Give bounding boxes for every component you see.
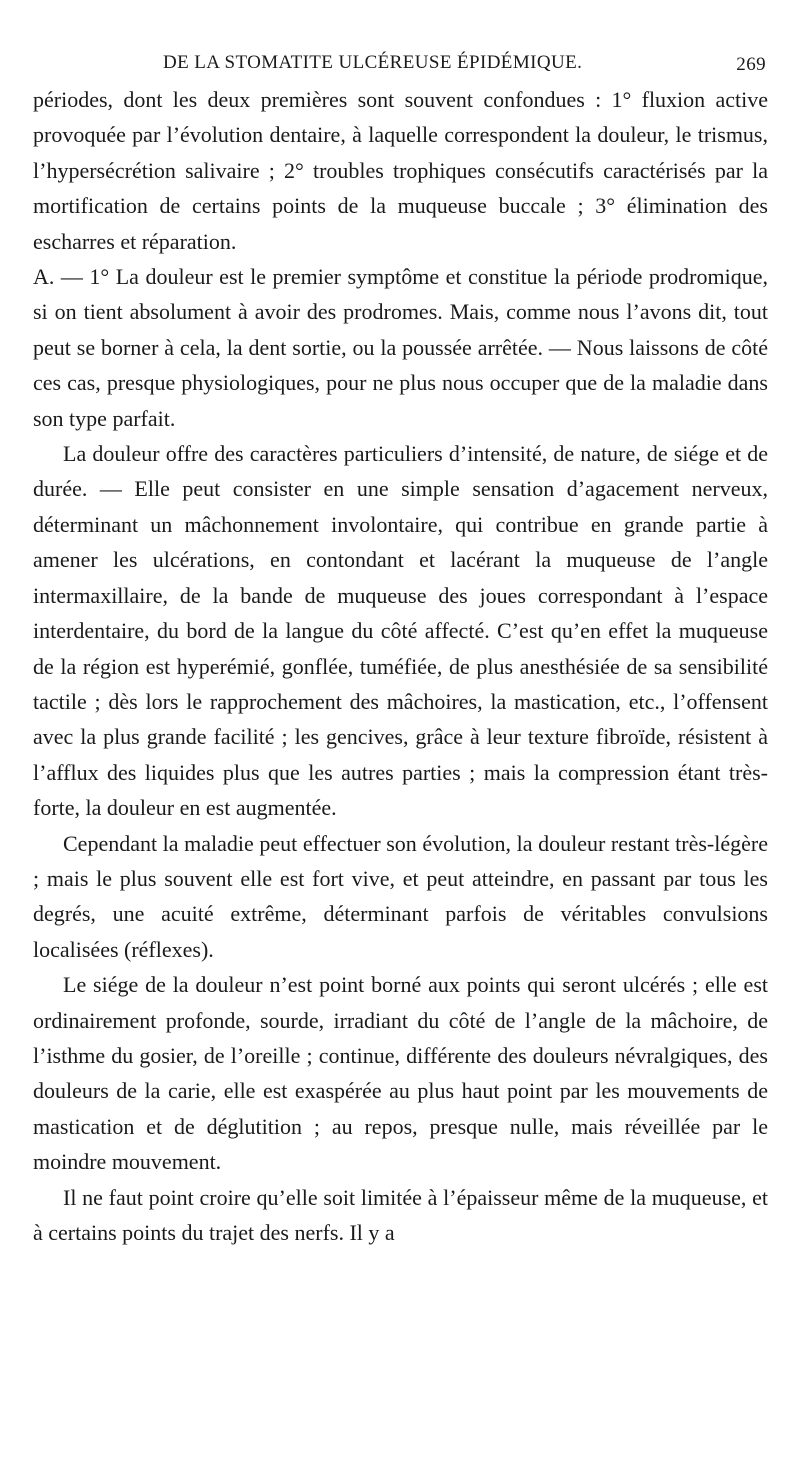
paragraph-continuation: périodes, dont les deux premières sont souvent confondues : 1° fluxion active provoquée par l’évolution dentaire, à laquelle correspondent la douleur, le trismus, l’hypersécrétion salivaire ; 2° troubles trophiques consécutifs caractérisés par la mortification de certains points de la muqueuse buccale ; 3° élimination des escharres et réparation. [33, 87, 768, 254]
paragraph-siege: Le siége de la douleur n’est point borné aux points qui seront ulcérés ; elle est ordinairement profonde, sourde, irradiant du côté de l’angle de la mâchoire, de l’isthme du gosier, de l’oreille ; continue, différente des douleurs névralgiques, des douleurs de la carie, elle est exaspérée au plus haut point par les mouvements de mastication et de déglutition ; au repos, presque nulle, mais réveillée par le moindre mouvement. [33, 972, 768, 1175]
running-head [33, 46, 768, 82]
paragraph-douleur-caracteres: La douleur offre des caractères particuliers d’intensité, de nature, de siége et de durée. — Elle peut consister en une simple sensation d’agacement nerveux, déterminant un mâchonnement involontaire, qui contribue en grande partie à amener les ulcérations, en contondant et lacérant la muqueuse de l’angle intermaxillaire, de la bande de muqueuse des joues correspondant à l’espace interdentaire, du bord de la langue du côté affecté. C’est qu’en effet la muqueuse de la région est hyperémié, gonflée, tuméfiée, de plus anesthésiée de sa sensibilité tactile ; dès lors le rapprochement des mâchoires, la mastication, etc., l’offensent avec la plus grande facilité ; les gencives, grâce à leur texture fibroïde, résistent à l’afflux des liquides plus que les autres parties ; mais la compression étant très-forte, la douleur en est augmentée. [33, 441, 768, 821]
paragraph-section-a: A. — 1° La douleur est le premier symptôme et constitue la période prodromique, si on tient absolument à avoir des prodromes. Mais, comme nous l’avons dit, tout peut se borner à cela, la dent sortie, ou la poussée arrêtée. — Nous laissons de côté ces cas, presque physiologiques, pour ne plus nous occuper que de la maladie dans son type parfait. [33, 264, 768, 431]
page-number: 269 [736, 54, 766, 75]
paragraph-limite: Il ne faut point croire qu’elle soit limitée à l’épaisseur même de la muqueuse, et à certains points du trajet des nerfs. Il y a [33, 1184, 768, 1245]
body-text [33, 82, 768, 1250]
book-page [33, 46, 768, 1250]
paragraph-evolution: Cependant la maladie peut effectuer son évolution, la douleur restant très-légère ; mais le plus souvent elle est fort vive, et peut atteindre, en passant par tous les degrés, une acuité extrême, déterminant parfois de véritables convulsions localisées (réflexes). [33, 830, 768, 962]
running-title: DE LA STOMATITE ULCÉREUSE ÉPIDÉMIQUE. [163, 52, 583, 73]
